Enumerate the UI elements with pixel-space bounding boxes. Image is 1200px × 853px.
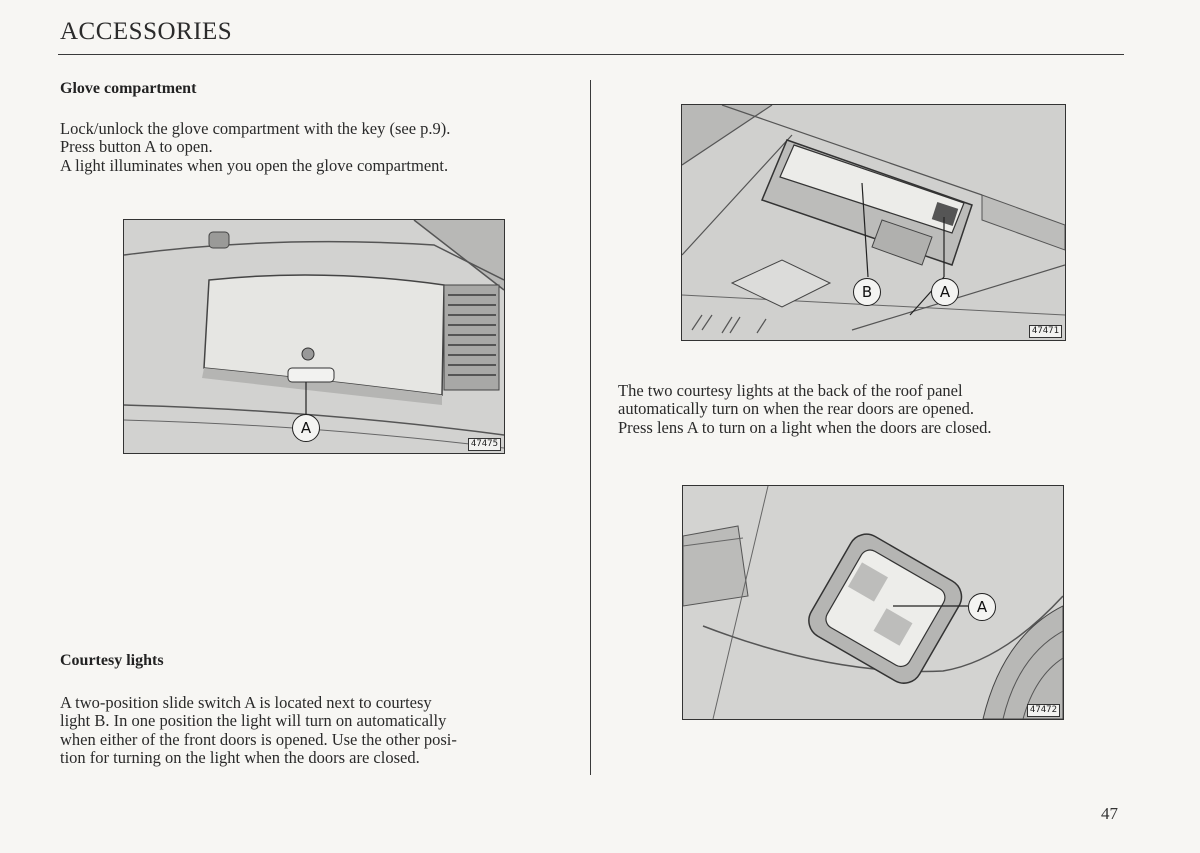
figure-number: 47472 xyxy=(1027,704,1060,717)
roof-text-line: automatically turn on when the rear doors are opened. xyxy=(618,399,974,419)
callout-a: A xyxy=(968,593,996,621)
glove-text-line: Press button A to open. xyxy=(60,137,213,157)
courtesy-lights-heading: Courtesy lights xyxy=(60,652,164,669)
courtesy-text-line: A two-position slide switch A is located next to courtesy xyxy=(60,693,432,712)
header-rule xyxy=(58,54,1124,55)
front-courtesy-light-figure xyxy=(681,104,1066,341)
front-courtesy-light-illustration xyxy=(682,105,1065,340)
glove-compartment-figure xyxy=(123,219,505,454)
roof-text-line: Press lens A to turn on a light when the doors are closed. xyxy=(618,417,992,437)
figure-number: 47475 xyxy=(468,438,501,451)
glove-compartment-heading: Glove compartment xyxy=(60,80,197,97)
glove-text-line: A light illuminates when you open the glove compartment. xyxy=(60,155,449,175)
roof-text-line: The two courtesy lights at the back of the roof panel xyxy=(618,381,963,400)
callout-b: B xyxy=(853,278,881,306)
courtesy-lights-text xyxy=(60,694,562,768)
callout-a: A xyxy=(931,278,959,306)
courtesy-text-line: when either of the front doors is opened. Use the other posi- xyxy=(60,729,457,749)
column-divider xyxy=(590,80,591,775)
glove-text-line: Lock/unlock the glove compartment with the key (see p.9). xyxy=(60,119,451,138)
roof-courtesy-lights-text xyxy=(618,382,1122,437)
page-number: 47 xyxy=(1101,804,1118,823)
courtesy-text-line: light B. In one position the light will turn on automatically xyxy=(60,711,447,731)
courtesy-text-line: tion for turning on the light when the doors are closed. xyxy=(60,748,420,768)
page-header-title: ACCESSORIES xyxy=(60,18,233,45)
rear-courtesy-light-figure xyxy=(682,485,1064,720)
callout-a: A xyxy=(292,414,320,442)
figure-number: 47471 xyxy=(1029,325,1062,338)
glove-compartment-text xyxy=(60,120,450,175)
rear-courtesy-light-illustration xyxy=(683,486,1063,719)
